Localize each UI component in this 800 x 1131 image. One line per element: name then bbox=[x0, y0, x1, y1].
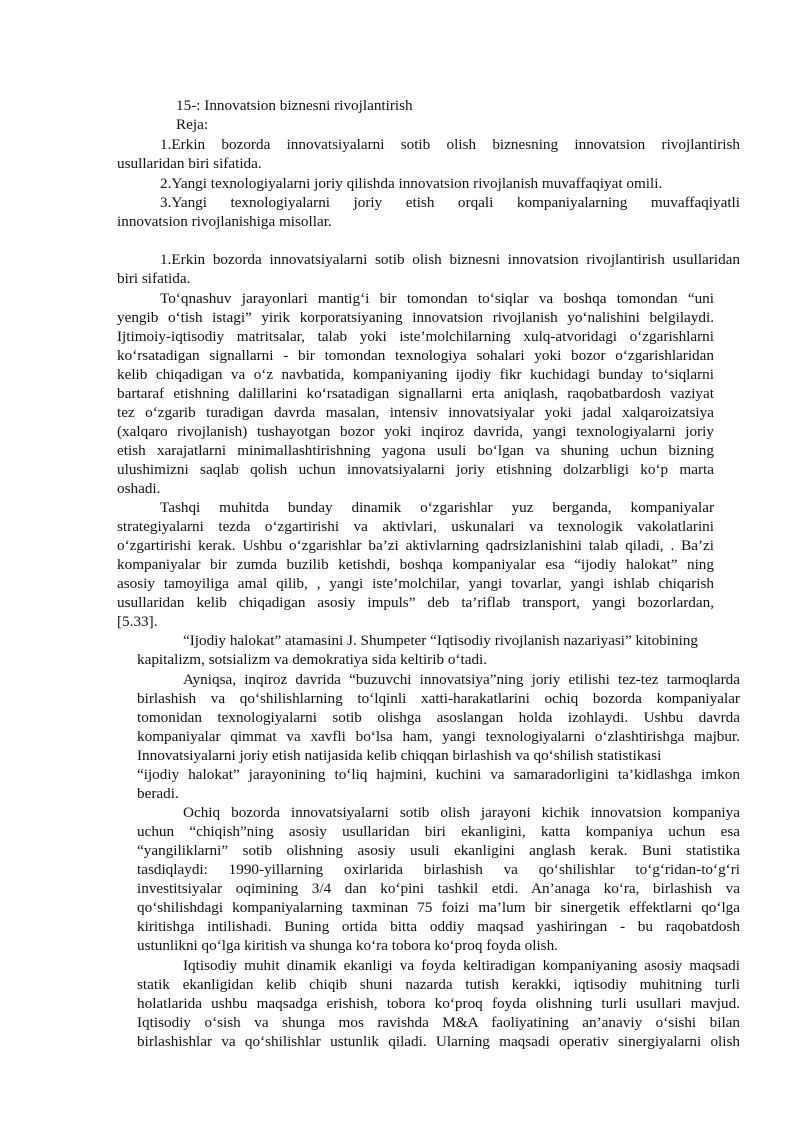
plan-item-1-cont: usullaridan biri sifatida. bbox=[117, 155, 262, 172]
paragraph-line: Iqtisodiy muhit dinamik ekanligi va foyda keltiradigan kompaniyaning asosiy maqsadi bbox=[183, 957, 740, 974]
plan-label: Reja: bbox=[176, 116, 209, 133]
paragraph-line: ulushimizni saqlab qolish uchun innovatsiyalarni joriy etishning dolzarbligi ko‘p marta bbox=[117, 461, 714, 478]
paragraph-line: kelib chiqadigan va o‘z navbatida, kompaniyaning ijodiy fikr kuchidagi bunday to‘siqlarni bbox=[117, 366, 714, 383]
paragraph-line: kiritishga intilishadi. Buning ortida bitta oddiy maqsad yashiringan - bu raqobatdosh bbox=[137, 918, 740, 935]
section-heading: 1.Erkin bozorda innovatsiyalarni sotib olish biznesni innovatsion rivojlantirish usullaridan bbox=[160, 251, 740, 268]
paragraph-line: tez o‘zgarib turadigan davrda masalan, intensiv innovatsiyalar yoki jadal xalqaroizatsiya bbox=[117, 404, 714, 421]
paragraph-line: kompaniyalar qimmat va xavfli bo‘lsa ham, yangi texnologiyalarni o‘zlashtirishga majbur. bbox=[137, 728, 740, 745]
paragraph-line: uchun “chiqish”ning asosiy usullaridan biri ekanligini, katta kompaniya uchun esa bbox=[137, 823, 740, 840]
paragraph-line: bartaraf etishning dalillarini ko‘rsatadigan signallarni erta aniqlash, raqobatbardosh vaziyat bbox=[117, 385, 714, 402]
paragraph-line: investitsiyalar oqimining 3/4 dan ko‘pini tashkil etdi. An’anaga ko‘ra, birlashish va bbox=[137, 880, 740, 897]
paragraph-line: “Ijodiy halokat” atamasini J. Shumpeter “Iqtisodiy rivojlanish nazariyasi” kitobining bbox=[183, 632, 698, 649]
plan-item-3: 3.Yangi texnologiyalarni joriy etish orqali kompaniyalarning muvaffaqiyatli bbox=[160, 194, 740, 211]
paragraph-line: etish xarajatlarni minimallashtirishning yagona usuli bo‘lgan va shuning uchun bizning bbox=[117, 442, 714, 459]
paragraph-line: “ijodiy halokat” jarayonining to‘liq hajmini, kuchini va samaradorligini ta’kidlashga imkon bbox=[137, 766, 740, 783]
paragraph-line: Tashqi muhitda bunday dinamik o‘zgarishlar yuz berganda, kompaniyalar bbox=[160, 499, 714, 516]
paragraph-line: yengib o‘tish istagi” yirik korporatsiyaning innovatsion rivojlanish yo‘nalishini belgilaydi. bbox=[117, 309, 714, 326]
paragraph-line: Ochiq bozorda innovatsiyalarni sotib olish jarayoni kichik innovatsion kompaniya bbox=[183, 804, 740, 821]
paragraph-line: (xalqaro rivojlanish) tushayotgan bozor yoki inqiroz davrida, yangi texnologiyalarni joriy bbox=[117, 423, 714, 440]
paragraph-line: kapitalizm, sotsializm va demokratiya sida keltirib o‘tadi. bbox=[137, 651, 488, 668]
document-title: 15-: Innovatsion biznesni rivojlantirish bbox=[176, 97, 413, 114]
paragraph-line: qo‘shilishdagi kompaniyalarning taxminan 75 foizi ma’lum bir sinergetik effektlarni qo‘lga bbox=[137, 899, 740, 916]
plan-item-3-cont: innovatsion rivojlanishiga misollar. bbox=[117, 213, 332, 230]
paragraph-line: Innovatsiyalarni joriy etish natijasida kelib chiqqan birlashish va qo‘shilish statistikasi bbox=[137, 747, 662, 764]
paragraph-line: strategiyalarni tezda o‘zgartirishi va aktivlari, uskunalari va texnologik vakolatlarini bbox=[117, 518, 714, 535]
paragraph-line: [5.33]. bbox=[117, 613, 158, 630]
paragraph-line: ustunlikni qo‘lga kiritish va shunga ko‘ra tobora ko‘proq foyda olish. bbox=[137, 937, 558, 954]
paragraph-line: asosiy tamoyiliga amal qilib, , yangi iste’molchilar, yangi tovarlar, yangi ishlab chiqarish bbox=[117, 575, 714, 592]
paragraph-line: To‘qnashuv jarayonlari mantig‘i bir tomondan to‘siqlar va boshqa tomondan “uni bbox=[160, 290, 714, 307]
paragraph-line: o‘zgartirishi kerak. Ushbu o‘zgarishlar ba’zi aktivlarning qadrsizlanishini talab qiladi, . Ba’zi bbox=[117, 537, 714, 554]
paragraph-line: beradi. bbox=[137, 785, 179, 802]
paragraph-line: statik ekanligidan kelib chiqib shuni nazarda tutish kerakki, iqtisodiy muhitning turli bbox=[137, 976, 740, 993]
paragraph-line: Iqtisodiy o‘sish va shunga mos ravishda M&A faoliyatining an’anaviy o‘sishi bilan bbox=[137, 1014, 740, 1031]
paragraph-line: Ijtimoiy-iqtisodiy matritsalar, talab yoki iste’molchilarning xulq-atvoridagi o‘zgarishlarni bbox=[117, 328, 714, 345]
paragraph-line: Ayniqsa, inqiroz davrida “buzuvchi innovatsiya”ning joriy etilishi tez-tez tarmoqlarda bbox=[183, 671, 740, 688]
paragraph-line: birlashish va qo‘shilishlarning to‘lqinli xatti-harakatlarini ochiq bozorda kompaniyalar bbox=[137, 690, 740, 707]
paragraph-line: holatlarida ushbu maqsadga erishish, tobora ko‘proq foyda olishning turli usullari mavjud. bbox=[137, 995, 740, 1012]
paragraph-line: kompaniyalar bir zumda buzilib ketishdi, boshqa kompaniyalar esa “ijodiy halokat” ning bbox=[117, 556, 714, 573]
paragraph-line: birlashishlar va qo‘shilishlar ustunlik qiladi. Ularning maqsadi operativ sinergiyalarni olish bbox=[137, 1033, 740, 1050]
paragraph-line: tasdiqlaydi: 1990-yillarning oxirlarida birlashish va qo‘shilishlar to‘g‘ridan-to‘g‘ri bbox=[137, 861, 740, 878]
paragraph-line: usullaridan kelib chiqadigan asosiy impuls” deb ta’riflab transport, yangi bozorlardan, bbox=[117, 594, 714, 611]
paragraph-line: “yangiliklarni” sotib olishning asosiy usuli ekanligini anglash kerak. Buni statistika bbox=[137, 842, 740, 859]
section-heading-cont: biri sifatida. bbox=[117, 270, 191, 287]
paragraph-line: tomonidan texnologiyalarni sotib olishga asoslangan holda izohlaydi. Ushbu davrda bbox=[137, 709, 740, 726]
paragraph-line: oshadi. bbox=[117, 480, 161, 497]
plan-item-2: 2.Yangi texnologiyalarni joriy qilishda innovatsion rivojlanish muvaffaqiyat omili. bbox=[160, 175, 663, 192]
plan-item-1: 1.Erkin bozorda innovatsiyalarni sotib olish biznesning innovatsion rivojlantirish bbox=[160, 136, 740, 153]
paragraph-line: ko‘rsatadigan signallarni - bir tomondan texnologiya sohalari yoki bozor o‘zgarishlaridan bbox=[117, 347, 714, 364]
